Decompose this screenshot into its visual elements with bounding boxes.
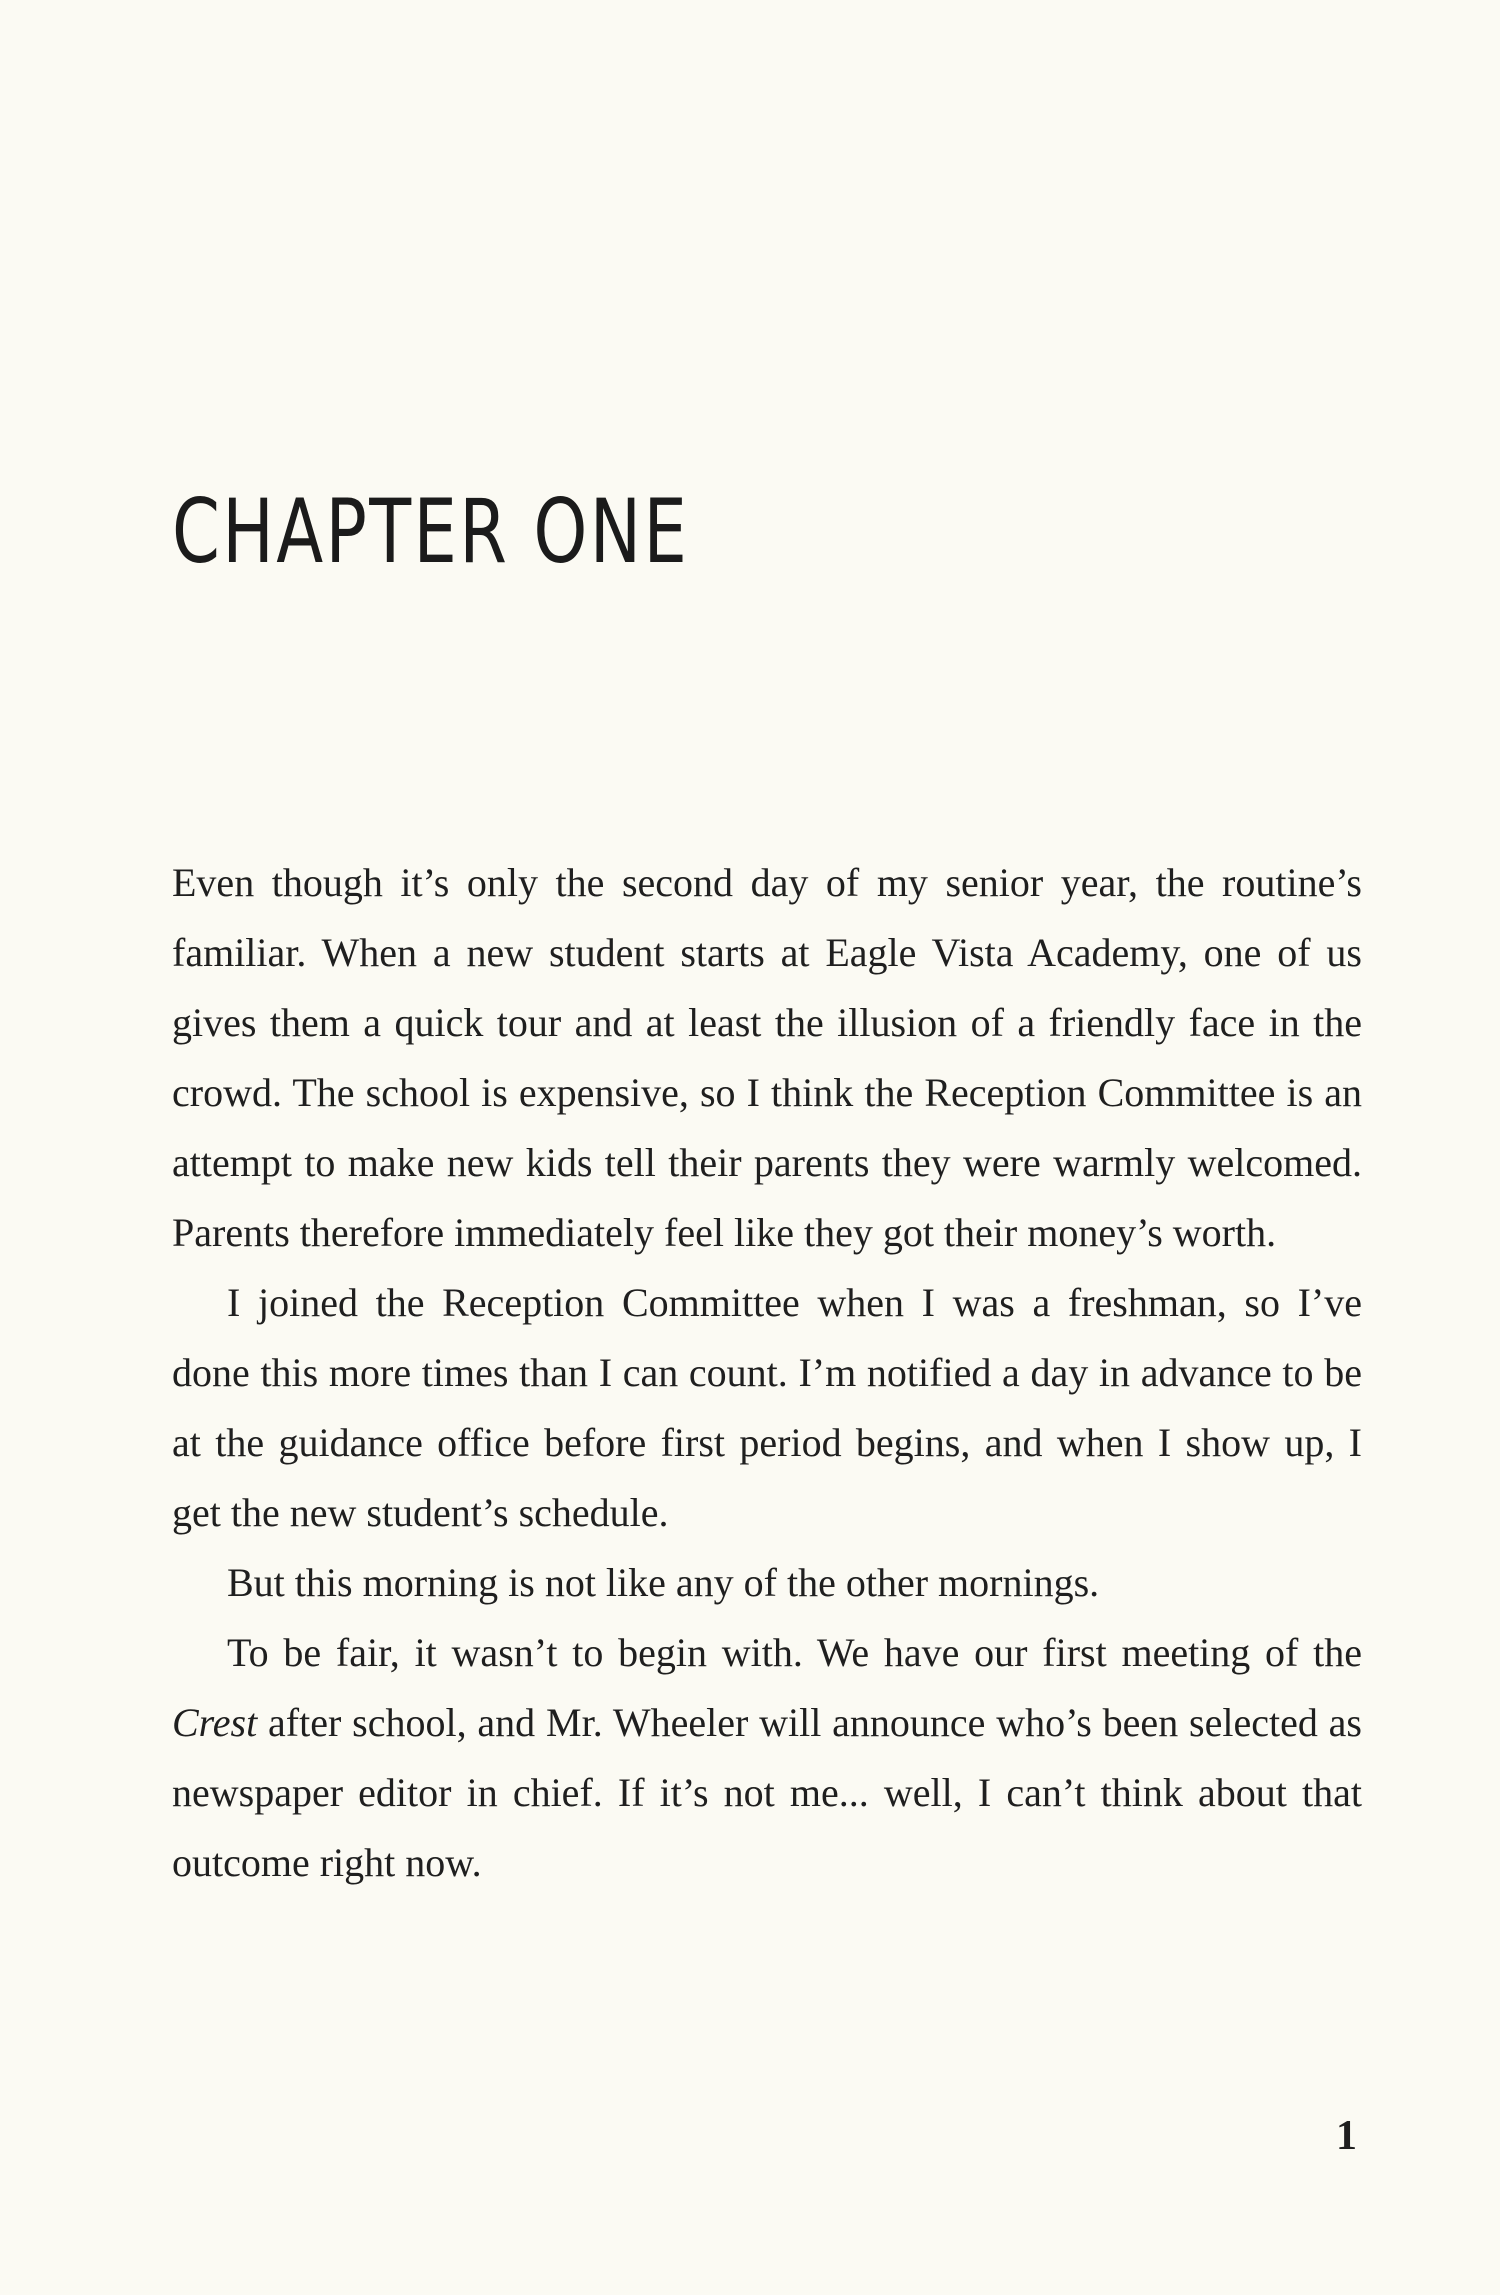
newspaper-title: Crest (172, 1700, 258, 1745)
paragraph-4-text-before: To be fair, it wasn’t to begin with. We have our first meeting of the (227, 1630, 1362, 1675)
paragraph-4 (172, 1618, 1362, 1898)
paragraph-3: But this morning is not like any of the other mornings. (227, 1560, 1100, 1605)
page-number: 1 (1336, 2113, 1357, 2159)
paragraph-2: I joined the Reception Committee when I was a freshman, so I’ve done this more times than I can count. I’m notified a day in advance to be at the guidance office before first period begins, and when I show up, I get the new student’s schedule. (172, 1280, 1362, 1535)
chapter-title: CHAPTER ONE (172, 480, 690, 583)
paragraph-1: Even though it’s only the second day of my senior year, the routine’s familiar. When a new student starts at Eagle Vista Academy, one of us gives them a quick tour and at least the illusion of a friendly face in the crowd. The school is expensive, so I think the Reception Committee is an attempt to make new kids tell their parents they were warmly welcomed. Parents therefore immediately feel like they got their money’s worth. (172, 860, 1362, 1255)
chapter-body (172, 848, 1362, 1898)
paragraph-4-text-after: after school, and Mr. Wheeler will announce who’s been selected as newspaper editor in chief. If it’s not me... well, I can’t think about that outcome right now. (172, 1700, 1362, 1885)
